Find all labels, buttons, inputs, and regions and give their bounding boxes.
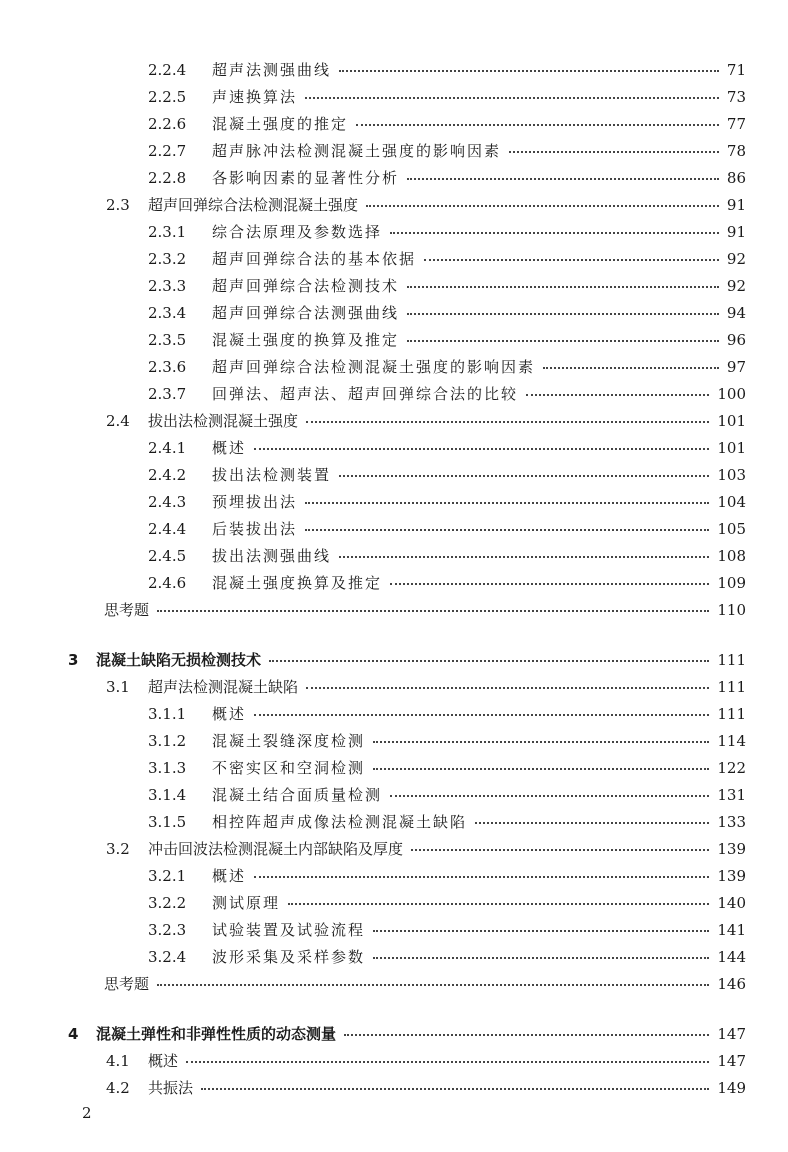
toc-subsection-row[interactable] <box>0 783 788 807</box>
toc-subsection-row[interactable] <box>0 301 788 325</box>
toc-section-row[interactable] <box>0 1076 788 1100</box>
toc-leader-dots <box>407 340 719 342</box>
toc-subsection-row[interactable] <box>0 112 788 136</box>
toc-leader-dots <box>254 448 709 450</box>
toc-subsection-row[interactable] <box>0 918 788 942</box>
toc-page-number: 108 <box>717 547 746 565</box>
toc-title: 相控阵超声成像法检测混凝土缺陷 <box>212 813 468 831</box>
toc-title: 试验装置及试验流程 <box>212 921 366 939</box>
toc-number: 2.3 <box>106 196 130 214</box>
toc-subsection-row[interactable] <box>0 85 788 109</box>
toc-subsection-row[interactable] <box>0 220 788 244</box>
toc-subsection-row[interactable] <box>0 702 788 726</box>
toc-leader-dots <box>526 394 709 396</box>
toc-number: 4 <box>68 1025 79 1043</box>
toc-leader-dots <box>475 822 709 824</box>
toc-leader-dots <box>306 421 709 423</box>
toc-page-number: 101 <box>717 439 746 457</box>
toc-number: 3.1.1 <box>148 705 187 723</box>
toc-leader-dots <box>306 687 709 689</box>
toc-page-number: 91 <box>726 223 746 241</box>
toc-number: 2.4.2 <box>148 466 187 484</box>
toc-number: 3.2.4 <box>148 948 187 966</box>
toc-subsection-row[interactable] <box>0 945 788 969</box>
toc-subsection-row[interactable] <box>0 355 788 379</box>
toc-number: 2.4.6 <box>148 574 187 592</box>
toc-page-number: 147 <box>717 1025 746 1043</box>
toc-title: 预埋拔出法 <box>212 493 298 511</box>
toc-page-number: 149 <box>717 1079 746 1097</box>
toc-title: 混凝土裂缝深度检测 <box>212 732 366 750</box>
toc-number: 2.4.1 <box>148 439 187 457</box>
toc-title: 拔出法测强曲线 <box>212 547 332 565</box>
toc-page-number: 100 <box>717 385 746 403</box>
toc-number: 4.1 <box>106 1052 130 1070</box>
toc-page-number: 131 <box>717 786 746 804</box>
toc-page-number: 111 <box>717 705 746 723</box>
toc-title: 混凝土强度换算及推定 <box>212 574 383 592</box>
toc-title: 声速换算法 <box>212 88 298 106</box>
toc-title: 思考题 <box>104 601 150 619</box>
toc-page-number: 104 <box>717 493 746 511</box>
toc-page-number: 109 <box>717 574 746 592</box>
toc-leader-dots <box>305 529 709 531</box>
toc-title: 超声回弹综合法的基本依据 <box>212 250 417 268</box>
toc-page-number: 73 <box>726 88 746 106</box>
toc-leader-dots <box>356 124 719 126</box>
toc-title: 综合法原理及参数选择 <box>212 223 383 241</box>
toc-title: 概述 <box>212 439 247 457</box>
toc-page-number: 139 <box>717 840 746 858</box>
toc-number: 2.3.7 <box>148 385 187 403</box>
toc-title: 波形采集及采样参数 <box>212 948 366 966</box>
toc-number: 4.2 <box>106 1079 130 1097</box>
toc-section-row[interactable] <box>0 409 788 433</box>
toc-title: 混凝土结合面质量检测 <box>212 786 383 804</box>
toc-page-number: 111 <box>717 651 746 669</box>
toc-page-number: 91 <box>726 196 746 214</box>
toc-leader-dots <box>390 232 719 234</box>
toc-leader-dots <box>390 795 709 797</box>
toc-number: 2.3.1 <box>148 223 187 241</box>
toc-title: 超声法检测混凝土缺陷 <box>148 678 299 696</box>
toc-page-number: 140 <box>717 894 746 912</box>
toc-title: 混凝土缺陷无损检测技术 <box>96 651 262 669</box>
toc-number: 2.3.4 <box>148 304 187 322</box>
toc-leader-dots <box>509 151 719 153</box>
toc-title: 超声回弹综合法检测混凝土强度 <box>148 196 359 214</box>
toc-subsection-row[interactable] <box>0 756 788 780</box>
toc-number: 3.2.2 <box>148 894 187 912</box>
toc-page-number: 103 <box>717 466 746 484</box>
toc-number: 3.2.1 <box>148 867 187 885</box>
toc-leader-dots <box>288 903 709 905</box>
toc-leader-dots <box>339 475 709 477</box>
toc-number: 2.3.2 <box>148 250 187 268</box>
toc-leader-dots <box>424 259 719 261</box>
toc-leader-dots <box>305 97 719 99</box>
toc-page-number: 139 <box>717 867 746 885</box>
toc-leader-dots <box>201 1088 709 1090</box>
toc-subsection-row[interactable] <box>0 490 788 514</box>
toc-leader-dots <box>411 849 709 851</box>
toc-subsection-row[interactable] <box>0 247 788 271</box>
toc-chapter-row[interactable] <box>0 648 788 672</box>
toc-leader-dots <box>269 660 709 662</box>
toc-leader-dots <box>366 205 719 207</box>
toc-page-number: 110 <box>717 601 746 619</box>
toc-number: 3.2.3 <box>148 921 187 939</box>
toc-number: 2.3.6 <box>148 358 187 376</box>
toc-subsection-row[interactable] <box>0 864 788 888</box>
toc-title: 冲击回波法检测混凝土内部缺陷及厚度 <box>148 840 404 858</box>
toc-number: 3.1 <box>106 678 130 696</box>
toc-subsection-row[interactable] <box>0 891 788 915</box>
toc-leader-dots <box>407 178 719 180</box>
toc-subsection-row[interactable] <box>0 517 788 541</box>
toc-page-number: 111 <box>717 678 746 696</box>
toc-page-number: 78 <box>726 142 746 160</box>
toc-page-number: 122 <box>717 759 746 777</box>
toc-title: 混凝土强度的换算及推定 <box>212 331 400 349</box>
toc-number: 2.2.7 <box>148 142 187 160</box>
toc-title: 不密实区和空洞检测 <box>212 759 366 777</box>
toc-page-number: 101 <box>717 412 746 430</box>
toc-leader-dots <box>157 984 709 986</box>
toc-page-number: 97 <box>726 358 746 376</box>
toc-number: 3.1.5 <box>148 813 187 831</box>
toc-subsection-row[interactable] <box>0 58 788 82</box>
toc-page-number: 114 <box>717 732 746 750</box>
toc-number: 3.1.4 <box>148 786 187 804</box>
toc-number: 2.4 <box>106 412 130 430</box>
toc-title: 共振法 <box>148 1079 194 1097</box>
toc-title: 概述 <box>148 1052 179 1070</box>
toc-title: 超声回弹综合法检测技术 <box>212 277 400 295</box>
toc-title: 概述 <box>212 867 247 885</box>
toc-subsection-row[interactable] <box>0 139 788 163</box>
toc-subsection-row[interactable] <box>0 328 788 352</box>
toc-title: 回弹法、超声法、超声回弹综合法的比较 <box>212 385 519 403</box>
toc-title: 混凝土弹性和非弹性性质的动态测量 <box>96 1025 337 1043</box>
toc-leader-dots <box>344 1034 709 1036</box>
toc-section-row[interactable] <box>0 972 788 996</box>
toc-section-row[interactable] <box>0 675 788 699</box>
toc-title: 概述 <box>212 705 247 723</box>
toc-page-number: 105 <box>717 520 746 538</box>
toc-page-number: 92 <box>726 277 746 295</box>
toc-number: 2.3.3 <box>148 277 187 295</box>
toc-leader-dots <box>390 583 709 585</box>
toc-leader-dots <box>339 70 719 72</box>
toc-page-number: 77 <box>726 115 746 133</box>
toc-title: 各影响因素的显著性分析 <box>212 169 400 187</box>
toc-leader-dots <box>373 957 709 959</box>
toc-number: 2.2.5 <box>148 88 187 106</box>
toc-leader-dots <box>254 876 709 878</box>
toc-title: 混凝土强度的推定 <box>212 115 349 133</box>
toc-subsection-row[interactable] <box>0 382 788 406</box>
toc-title: 思考题 <box>104 975 150 993</box>
toc-leader-dots <box>305 502 709 504</box>
toc-title: 测试原理 <box>212 894 281 912</box>
toc-subsection-row[interactable] <box>0 544 788 568</box>
toc-page-number: 96 <box>726 331 746 349</box>
toc-title: 拔出法检测混凝土强度 <box>148 412 299 430</box>
toc-title: 拔出法检测装置 <box>212 466 332 484</box>
toc-page-number: 141 <box>717 921 746 939</box>
toc-title: 超声脉冲法检测混凝土强度的影响因素 <box>212 142 502 160</box>
toc-number: 2.2.4 <box>148 61 187 79</box>
toc-leader-dots <box>543 367 719 369</box>
toc-title: 超声回弹综合法测强曲线 <box>212 304 400 322</box>
toc-leader-dots <box>407 286 719 288</box>
toc-leader-dots <box>373 741 709 743</box>
toc-page-number: 94 <box>726 304 746 322</box>
toc-number: 3.1.2 <box>148 732 187 750</box>
toc-page-number: 92 <box>726 250 746 268</box>
toc-subsection-row[interactable] <box>0 436 788 460</box>
toc-number: 2.4.4 <box>148 520 187 538</box>
toc-leader-dots <box>373 930 709 932</box>
toc-number: 2.2.6 <box>148 115 187 133</box>
toc-leader-dots <box>186 1061 709 1063</box>
toc-number: 2.4.5 <box>148 547 187 565</box>
toc-number: 3.1.3 <box>148 759 187 777</box>
toc-page-number: 71 <box>726 61 746 79</box>
toc-subsection-row[interactable] <box>0 166 788 190</box>
toc-title: 后装拔出法 <box>212 520 298 538</box>
toc-page-number: 86 <box>726 169 746 187</box>
toc-subsection-row[interactable] <box>0 729 788 753</box>
toc-subsection-row[interactable] <box>0 463 788 487</box>
toc-leader-dots <box>157 610 709 612</box>
toc-section-row[interactable] <box>0 193 788 217</box>
toc-page-number: 144 <box>717 948 746 966</box>
toc-page-number: 147 <box>717 1052 746 1070</box>
toc-section-row[interactable] <box>0 598 788 622</box>
toc-subsection-row[interactable] <box>0 810 788 834</box>
toc-number: 2.2.8 <box>148 169 187 187</box>
toc-subsection-row[interactable] <box>0 571 788 595</box>
page-number: 2 <box>82 1104 92 1122</box>
toc-title: 超声回弹综合法检测混凝土强度的影响因素 <box>212 358 536 376</box>
toc-leader-dots <box>373 768 709 770</box>
toc-leader-dots <box>254 714 709 716</box>
toc-leader-dots <box>339 556 709 558</box>
toc-number: 3.2 <box>106 840 130 858</box>
toc-number: 2.4.3 <box>148 493 187 511</box>
toc-page-number: 146 <box>717 975 746 993</box>
toc-number: 3 <box>68 651 79 669</box>
toc-leader-dots <box>407 313 719 315</box>
toc-page-number: 133 <box>717 813 746 831</box>
toc-number: 2.3.5 <box>148 331 187 349</box>
toc-title: 超声法测强曲线 <box>212 61 332 79</box>
toc-section-row[interactable] <box>0 837 788 861</box>
toc-chapter-row[interactable] <box>0 1022 788 1046</box>
toc-subsection-row[interactable] <box>0 274 788 298</box>
toc-section-row[interactable] <box>0 1049 788 1073</box>
